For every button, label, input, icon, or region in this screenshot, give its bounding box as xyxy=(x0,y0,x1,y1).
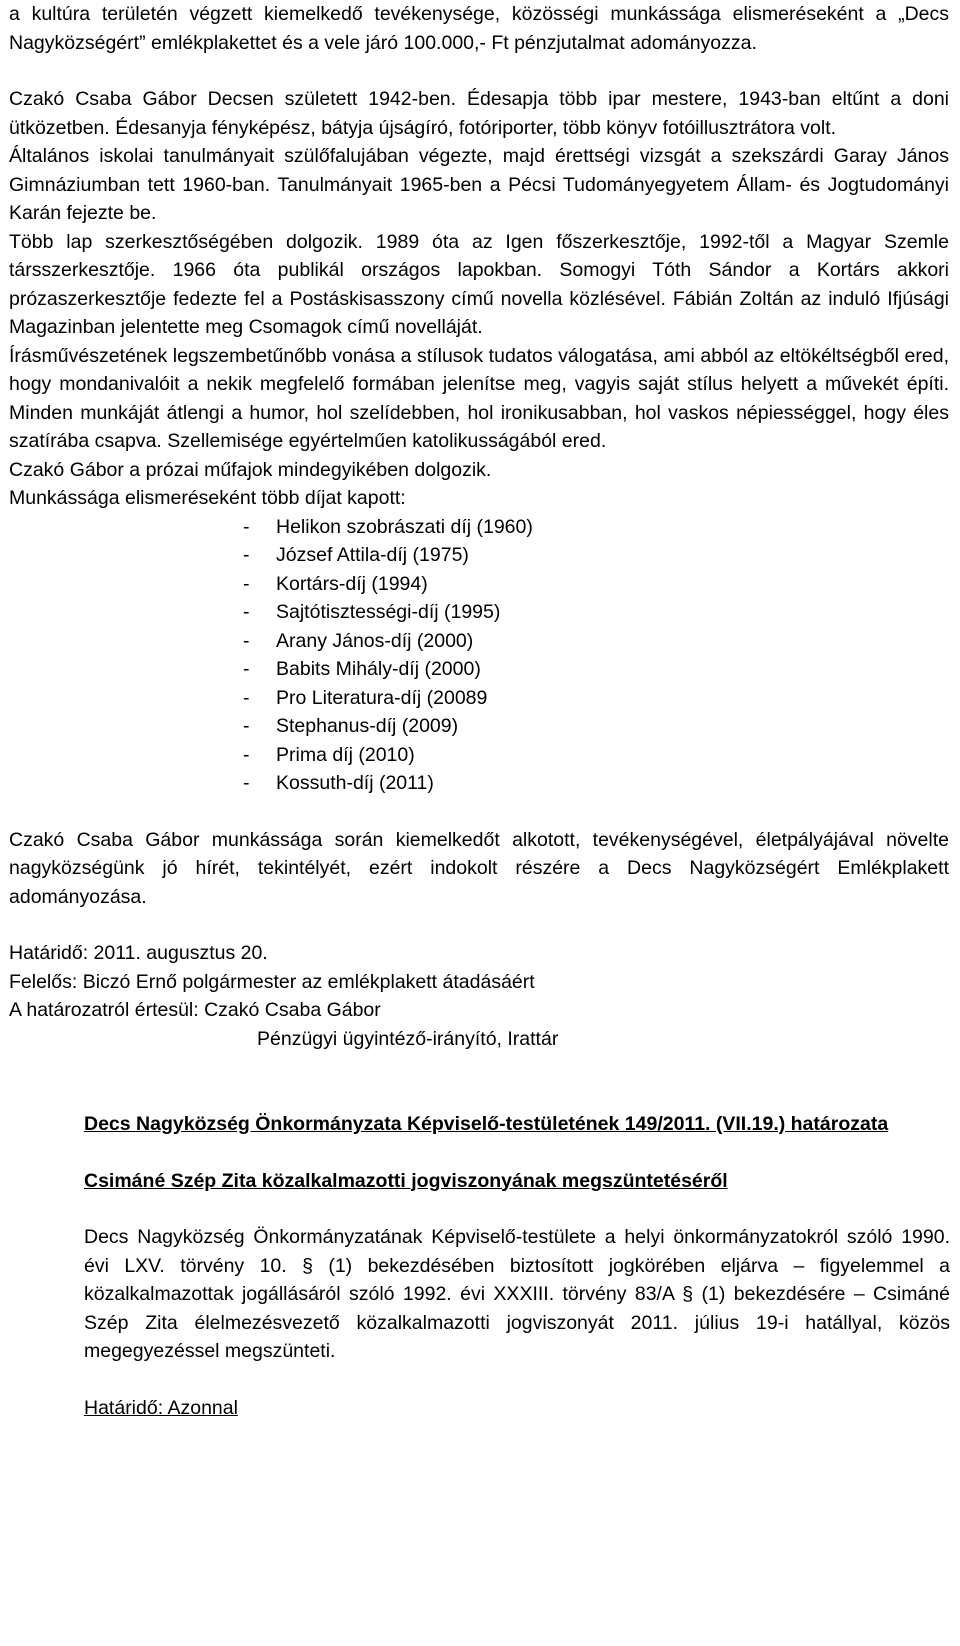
responsible-line: Felelős: Biczó Ernő polgármester az emlékplakett átadásáért xyxy=(9,970,535,993)
list-dash: - xyxy=(243,629,250,652)
list-item xyxy=(9,627,949,656)
list-dash: - xyxy=(243,686,250,709)
spacer xyxy=(84,1195,950,1223)
notified-line: A határozatról értesül: Czakó Csaba Gábor xyxy=(9,999,381,1021)
list-item xyxy=(9,769,949,798)
paragraph-awards-intro: Munkássága elismeréseként több díjat kapott: xyxy=(9,487,406,509)
resolution-deadline: Határidő: Azonnal xyxy=(84,1396,238,1419)
list-item xyxy=(9,541,949,570)
list-dash: - xyxy=(243,544,250,566)
paragraph-style: Írásművészetének legszembetűnőbb vonása a stílusok tudatos válogatása, ami abból az eltökéltségből ered, hogy mondanivalóit a nekik megfelelő formában jelenítse meg, vagyis saját stílus helyett a művekét építi. Minden munkáját átlengi a humor, hol szelídebben, hol ironikusabban, hol vaskos népiességgel, hogy éles szatírába csapva. Szellemisége egyértelműen katolikusságából ered. xyxy=(9,344,949,452)
award-text: Stephanus-díj (2009) xyxy=(276,715,459,737)
list-item xyxy=(9,513,949,542)
paragraph-education: Általános iskolai tanulmányait szülőfalujában végezte, majd érettségi vizsgát a szekszárdi Garay János Gimnáziumban tett 1960-ban. Tanulmányait 1965-ben a Pécsi Tudományegyetem Állam- és Jogtudományi Karán fejezte be. xyxy=(9,145,949,224)
notified-line-continued: Pénzügyi ügyintéző-irányító, Irattár xyxy=(257,1027,559,1050)
document-page xyxy=(9,0,949,1422)
spacer xyxy=(9,1053,949,1110)
resolution-block xyxy=(9,1110,950,1422)
list-item xyxy=(9,655,949,684)
paragraph-birth: Czakó Csaba Gábor Decsen született 1942-ben. Édesapja több ipar mestere, 1943-ban eltűnt a doni ütközetben. Édesanyja fényképész, bátyja újságíró, fotóriporter, több könyv fotóillusztrátora volt. xyxy=(9,88,949,139)
list-dash: - xyxy=(243,658,250,680)
spacer xyxy=(9,57,949,85)
resolution-title: Decs Nagyközség Önkormányzata Képviselő-testületének 149/2011. (VII.19.) határozata xyxy=(84,1113,889,1135)
list-dash: - xyxy=(243,772,250,794)
paragraph-genres: Czakó Gábor a prózai műfajok mindegyikében dolgozik. xyxy=(9,458,492,481)
spacer xyxy=(9,911,949,939)
list-dash: - xyxy=(243,601,250,623)
paragraph-career: Több lap szerkesztőségében dolgozik. 1989 óta az Igen főszerkesztője, 1992-től a Magyar Szemle társszerkesztője. 1966 óta publikál országos lapokban. Somogyi Tóth Sándor a Kortárs akkori prózaszerkesztője fedezte fel a Postáskisasszony című novella közlésével. Fábián Zoltán az induló Ifjúsági Magazinban jelentette meg Csomagok című novelláját. xyxy=(9,230,949,338)
award-text: Babits Mihály-díj (2000) xyxy=(276,658,481,680)
award-text: Kortárs-díj (1994) xyxy=(276,572,428,595)
list-dash: - xyxy=(243,743,250,766)
spacer xyxy=(84,1139,950,1167)
award-text: Kossuth-díj (2011) xyxy=(276,772,434,794)
awards-list xyxy=(9,513,949,798)
list-item xyxy=(9,598,949,627)
paragraph-award-intro: a kultúra területén végzett kiemelkedő tevékenysége, közösségi munkássága elismeréseként a „Decs Nagyközségért” emlékplakettet és a vele járó 100.000,- Ft pénzjutalmat adományozza. xyxy=(9,3,949,54)
spacer xyxy=(84,1366,950,1394)
resolution-body: Decs Nagyközség Önkormányzatának Képviselő-testülete a helyi önkormányzatokról szóló 1990. évi LXV. törvény 10. § (1) bekezdésében biztosított jogkörében eljárva – figyelemmel a közalkalmazottak jogállásáról szóló 1992. évi XXXIII. törvény 83/A § (1) bekezdésére – Csimáné Szép Zita élelmezésvezető közalkalmazotti jogviszonyát 2011. július 19-i hatállyal, közös megegyezéssel megszünteti. xyxy=(84,1226,950,1362)
list-dash: - xyxy=(243,572,250,595)
award-text: Prima díj (2010) xyxy=(276,743,415,766)
list-item xyxy=(9,712,949,741)
award-text: Arany János-díj (2000) xyxy=(276,629,474,652)
list-item xyxy=(9,570,949,599)
award-text: Helikon szobrászati díj (1960) xyxy=(276,515,533,538)
award-text: József Attila-díj (1975) xyxy=(276,544,469,566)
deadline-line: Határidő: 2011. augusztus 20. xyxy=(9,942,268,964)
spacer xyxy=(9,798,949,826)
list-item xyxy=(9,741,949,770)
list-item xyxy=(9,684,949,713)
resolution-subject: Csimáné Szép Zita közalkalmazotti jogviszonyának megszüntetéséről xyxy=(84,1169,728,1192)
list-dash: - xyxy=(243,715,250,737)
paragraph-closing: Czakó Csaba Gábor munkássága során kiemelkedőt alkotott, tevékenységével, életpályájával növelte nagyközségünk jó hírét, tekintélyét, ezért indokolt részére a Decs Nagyközségért Emlékplakett adományozása. xyxy=(9,828,949,908)
award-text: Sajtótisztességi-díj (1995) xyxy=(276,601,501,623)
award-text: Pro Literatura-díj (20089 xyxy=(276,686,488,709)
list-dash: - xyxy=(243,515,250,538)
